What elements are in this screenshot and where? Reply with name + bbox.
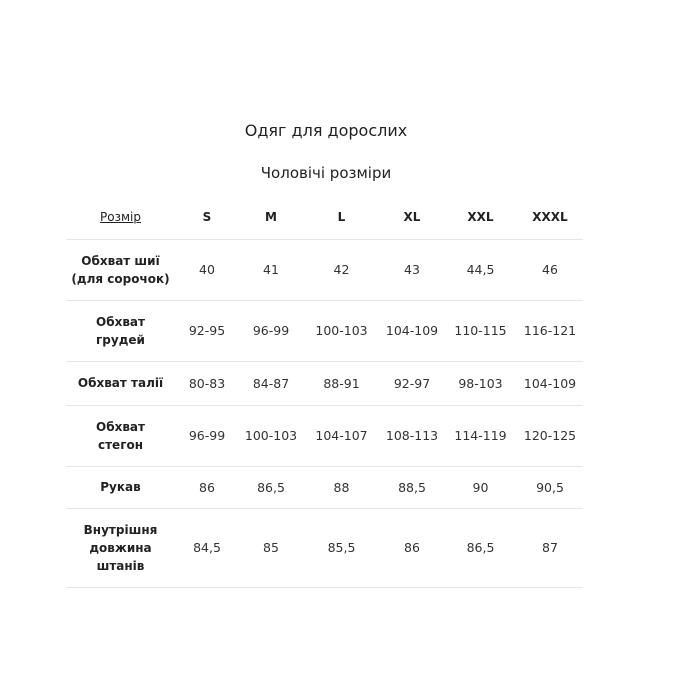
table-cell: 42 <box>303 239 380 300</box>
header-size-xxxl: XXXL <box>532 210 568 225</box>
table-cell: 84,5 <box>175 508 239 587</box>
table-cell: 98-103 <box>444 361 517 405</box>
table-cell: 40 <box>175 239 239 300</box>
table-cell: 86 <box>380 508 444 587</box>
section-subtitle: Чоловічі розміри <box>260 164 392 182</box>
header-size-xxl: XXL <box>467 210 494 225</box>
table-row-chest <box>66 300 583 361</box>
table-cell: 88-91 <box>303 361 380 405</box>
table-cell: 104-107 <box>303 405 380 466</box>
table-row-waist <box>66 361 583 405</box>
table-row-inseam <box>66 508 583 587</box>
row-label-line: стегон <box>97 437 143 452</box>
row-label-line: грудей <box>96 332 145 347</box>
table-cell: 90 <box>444 466 517 508</box>
table-cell: 114-119 <box>444 405 517 466</box>
table-cell: 87 <box>517 508 583 587</box>
row-label-line: Обхват <box>96 314 145 329</box>
table-cell: 90,5 <box>517 466 583 508</box>
table-cell: 100-103 <box>303 300 380 361</box>
table-cell: 116-121 <box>517 300 583 361</box>
row-label <box>66 405 175 466</box>
size-chart-table <box>66 196 583 588</box>
row-label-line: Рукав <box>100 480 141 494</box>
table-cell: 92-97 <box>380 361 444 405</box>
table-cell: 88,5 <box>380 466 444 508</box>
row-label <box>66 239 175 300</box>
table-cell: 86,5 <box>444 508 517 587</box>
table-cell: 96-99 <box>175 405 239 466</box>
table-cell: 80-83 <box>175 361 239 405</box>
table-cell: 104-109 <box>517 361 583 405</box>
table-cell: 104-109 <box>380 300 444 361</box>
table-row-neck <box>66 239 583 300</box>
row-label <box>66 466 175 508</box>
row-label <box>66 508 175 587</box>
table-cell: 41 <box>239 239 303 300</box>
table-cell: 44,5 <box>444 239 517 300</box>
table-cell: 88 <box>303 466 380 508</box>
table-cell: 120-125 <box>517 405 583 466</box>
row-label-line: довжина <box>89 540 152 555</box>
page-title: Одяг для дорослих <box>244 121 408 140</box>
header-size-m: M <box>265 210 277 225</box>
header-size-xl: XL <box>403 210 421 225</box>
table-cell: 96-99 <box>239 300 303 361</box>
row-label-line: Внутрішня <box>83 522 158 537</box>
table-cell: 86,5 <box>239 466 303 508</box>
table-cell: 92-95 <box>175 300 239 361</box>
table-cell: 46 <box>517 239 583 300</box>
table-cell: 85 <box>239 508 303 587</box>
header-size-l: L <box>337 210 346 225</box>
header-size-s: S <box>202 210 212 225</box>
table-cell: 110-115 <box>444 300 517 361</box>
table-cell: 85,5 <box>303 508 380 587</box>
row-label-line: Обхват талії <box>77 376 164 390</box>
table-cell: 108-113 <box>380 405 444 466</box>
table-cell: 84-87 <box>239 361 303 405</box>
row-label-line: Обхват <box>96 419 145 434</box>
table-cell: 43 <box>380 239 444 300</box>
table-cell: 100-103 <box>239 405 303 466</box>
table-row-hips <box>66 405 583 466</box>
row-label-line: (для сорочок) <box>71 271 170 286</box>
row-label <box>66 300 175 361</box>
header-size-label[interactable]: Розмір <box>100 210 141 225</box>
table-header-row <box>66 196 583 239</box>
table-row-sleeve <box>66 466 583 508</box>
row-label <box>66 361 175 405</box>
row-label-line: Обхват шиї <box>81 253 160 268</box>
table-cell: 86 <box>175 466 239 508</box>
row-label-line: штанів <box>96 558 145 573</box>
